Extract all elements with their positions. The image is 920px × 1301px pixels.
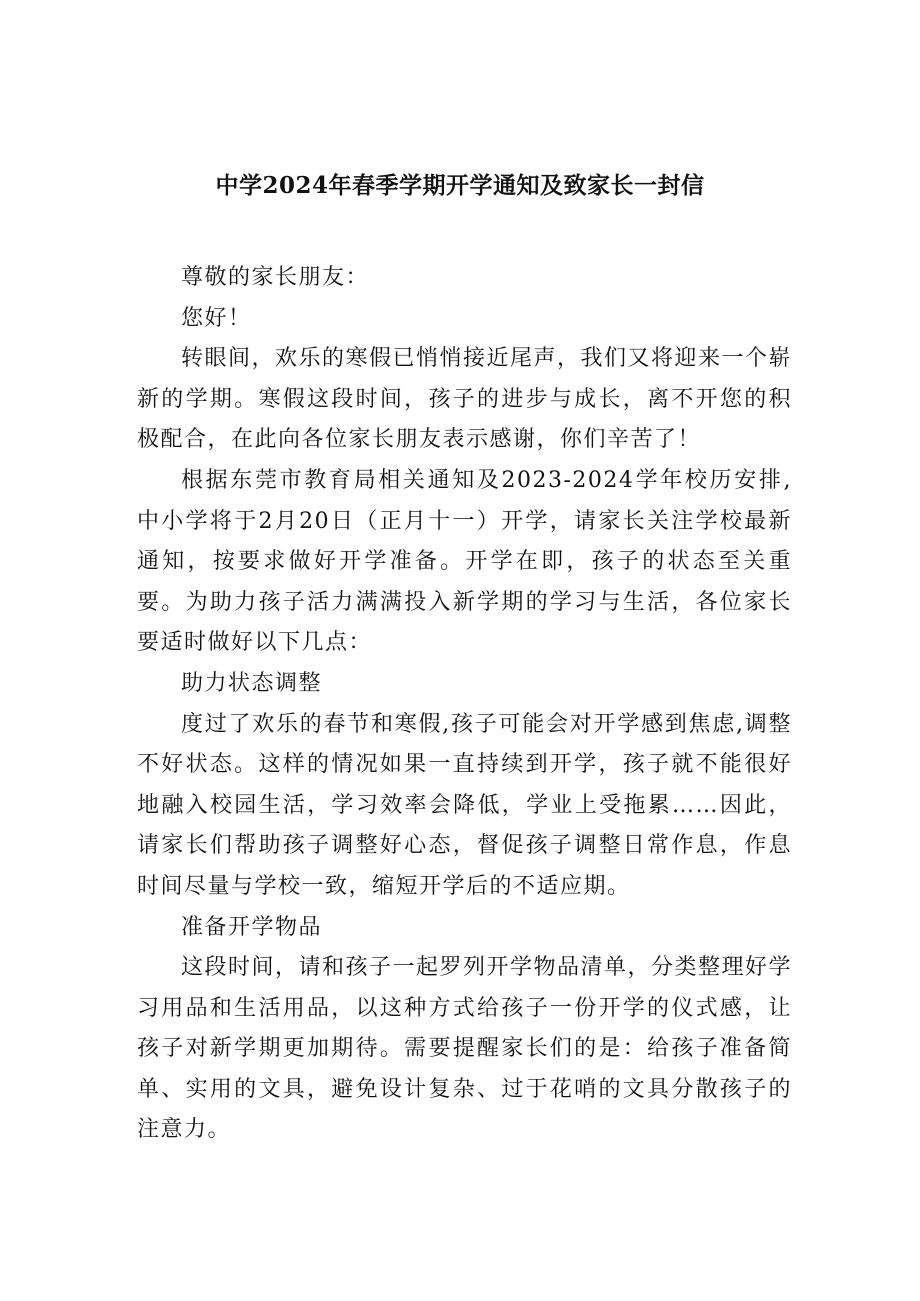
document-title: 中学2024年春季学期开学通知及致家长一封信 — [215, 172, 705, 199]
section-heading-supplies: 准备开学物品 — [181, 914, 323, 940]
adjustment-paragraph: 度过了欢乐的春节和寒假,孩子可能会对开学感到焦虑,调整不好状态。这样的情况如果一直持续到开学，孩子就不能很好地融入校园生活，学习效率会降低，学业上受拖累……因此，请家长们帮助孩子调整好心态，督促孩子调整日常作息，作息时间尽量与学校一致，缩短开学后的不适应期。 — [137, 711, 792, 899]
section-heading-adjustment: 助力状态调整 — [181, 670, 323, 696]
salutation: 尊敬的家长朋友： — [181, 265, 370, 290]
supplies-paragraph: 这段时间，请和孩子一起罗列开学物品清单，分类整理好学习用品和生活用品，以这种方式给孩子一份开学的仪式感，让孩子对新学期更加期待。需要提醒家长们的是：给孩子准备简单、实用的文具，避免设计复杂、过于花哨的文具分散孩子的注意力。 — [137, 955, 793, 1143]
intro-paragraph: 转眼间，欢乐的寒假已悄悄接近尾声，我们又将迎来一个崭新的学期。寒假这段时间，孩子的进步与成长，离不开您的积极配合，在此向各位家长朋友表示感谢，你们辛苦了！ — [137, 346, 793, 453]
letter-body — [137, 258, 792, 1151]
greeting: 您好！ — [181, 305, 252, 331]
notice-paragraph: 根据东莞市教育局相关通知及2023-2024学年校历安排,中小学将于2月20日（正月十一）开学，请家长关注学校最新通知，按要求做好开学准备。开学在即，孩子的状态至关重要。为助力孩子活力满满投入新学期的学习与生活，各位家长要适时做好以下几点： — [137, 467, 792, 656]
